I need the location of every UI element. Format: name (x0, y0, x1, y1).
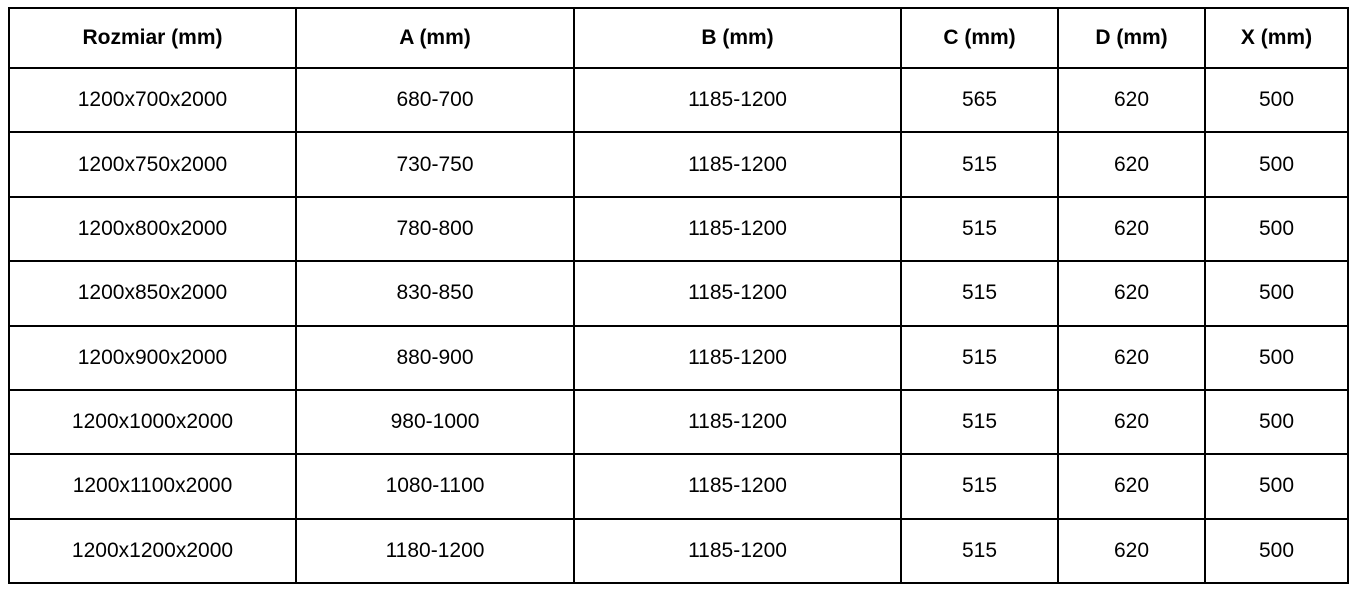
table-cell-rozmiar: 1200x1200x2000 (9, 519, 296, 583)
table-cell-b: 1185-1200 (574, 454, 901, 518)
table-row (9, 454, 1348, 518)
table-cell-rozmiar: 1200x750x2000 (9, 132, 296, 196)
table-cell-d: 620 (1058, 261, 1205, 325)
table-cell-rozmiar: 1200x700x2000 (9, 68, 296, 132)
table-row (9, 390, 1348, 454)
table-row (9, 132, 1348, 196)
table-cell-c: 515 (901, 390, 1058, 454)
table-cell-a: 730-750 (296, 132, 574, 196)
table-cell-d: 620 (1058, 454, 1205, 518)
table-cell-rozmiar: 1200x1100x2000 (9, 454, 296, 518)
table-cell-b: 1185-1200 (574, 132, 901, 196)
table-cell-x: 500 (1205, 261, 1348, 325)
table-cell-d: 620 (1058, 326, 1205, 390)
table-cell-b: 1185-1200 (574, 390, 901, 454)
header-row (9, 8, 1348, 68)
table-header (9, 8, 1348, 68)
table-cell-x: 500 (1205, 132, 1348, 196)
table-cell-c: 515 (901, 197, 1058, 261)
column-header-a: A (mm) (296, 8, 574, 68)
table-cell-rozmiar: 1200x850x2000 (9, 261, 296, 325)
table-row (9, 519, 1348, 583)
table-cell-a: 1180-1200 (296, 519, 574, 583)
table-cell-x: 500 (1205, 68, 1348, 132)
table-cell-x: 500 (1205, 390, 1348, 454)
table-cell-x: 500 (1205, 519, 1348, 583)
table-row (9, 197, 1348, 261)
table-cell-x: 500 (1205, 454, 1348, 518)
table-cell-c: 515 (901, 454, 1058, 518)
table-row (9, 261, 1348, 325)
column-header-d: D (mm) (1058, 8, 1205, 68)
table-cell-a: 880-900 (296, 326, 574, 390)
table-cell-x: 500 (1205, 197, 1348, 261)
table-cell-d: 620 (1058, 519, 1205, 583)
table-cell-c: 515 (901, 519, 1058, 583)
table-cell-rozmiar: 1200x900x2000 (9, 326, 296, 390)
table-cell-b: 1185-1200 (574, 326, 901, 390)
size-spec-table (8, 7, 1349, 584)
table-cell-d: 620 (1058, 197, 1205, 261)
table-cell-b: 1185-1200 (574, 519, 901, 583)
table-cell-rozmiar: 1200x800x2000 (9, 197, 296, 261)
table-cell-c: 515 (901, 132, 1058, 196)
table-cell-d: 620 (1058, 132, 1205, 196)
table-cell-b: 1185-1200 (574, 261, 901, 325)
table-cell-a: 780-800 (296, 197, 574, 261)
column-header-b: B (mm) (574, 8, 901, 68)
table-cell-a: 1080-1100 (296, 454, 574, 518)
column-header-rozmiar: Rozmiar (mm) (9, 8, 296, 68)
table-cell-c: 515 (901, 326, 1058, 390)
table-cell-a: 980-1000 (296, 390, 574, 454)
table-row (9, 68, 1348, 132)
table-body (9, 68, 1348, 583)
table-cell-c: 565 (901, 68, 1058, 132)
column-header-x: X (mm) (1205, 8, 1348, 68)
table-cell-d: 620 (1058, 68, 1205, 132)
table-cell-b: 1185-1200 (574, 68, 901, 132)
table-cell-rozmiar: 1200x1000x2000 (9, 390, 296, 454)
column-header-c: C (mm) (901, 8, 1058, 68)
table-cell-c: 515 (901, 261, 1058, 325)
table-cell-a: 830-850 (296, 261, 574, 325)
table-cell-d: 620 (1058, 390, 1205, 454)
table-row (9, 326, 1348, 390)
table-cell-b: 1185-1200 (574, 197, 901, 261)
table-cell-a: 680-700 (296, 68, 574, 132)
table-cell-x: 500 (1205, 326, 1348, 390)
